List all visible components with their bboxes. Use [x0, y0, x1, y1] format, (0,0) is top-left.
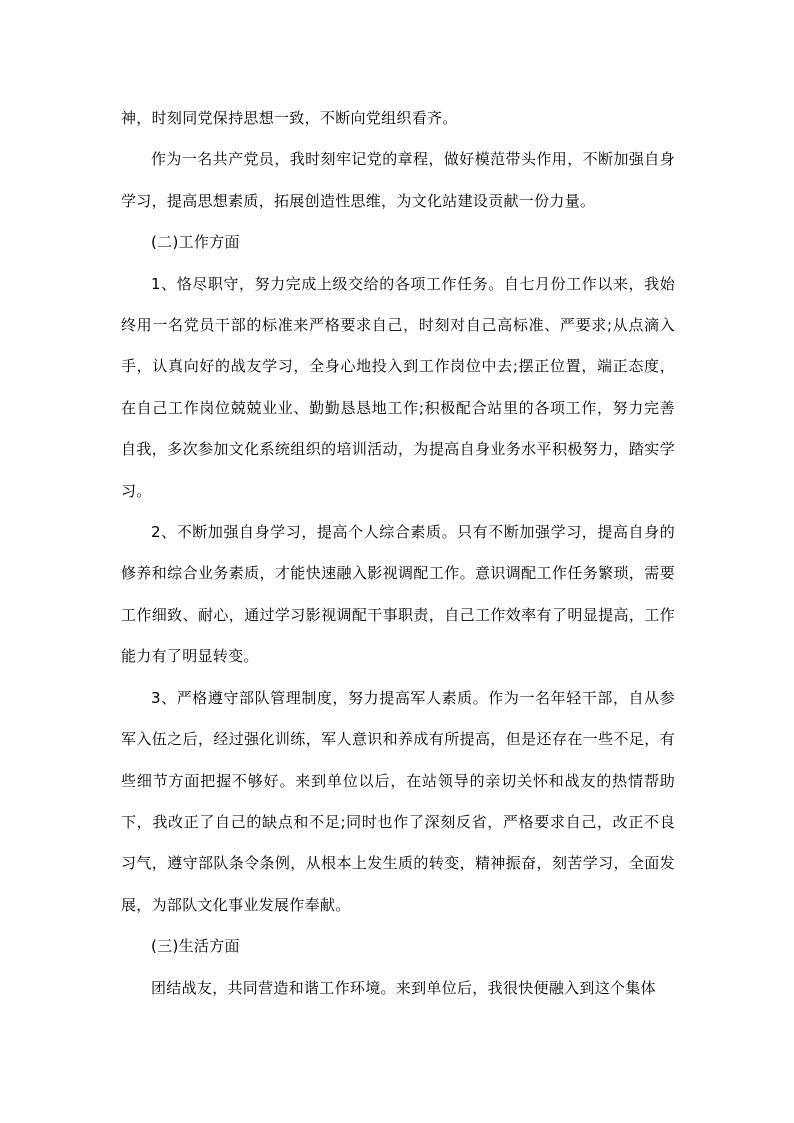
paragraph-work-item-2: 2、不断加强自身学习，提高个人综合素质。只有不断加强学习，提高自身的修养和综合业务素质，才能快速融入影视调配工作。意识调配工作任务繁琐，需要工作细致、耐心，通过学习影视调配干事职责，自己工作效率有了明显提高，工作能力有了明显转变。 [121, 523, 675, 666]
paragraph-work-item-3: 3、严格遵守部队管理制度，努力提高军人素质。作为一名年轻干部，自从参军入伍之后，经过强化训练，军人意识和养成有所提高，但是还存在一些不足，有些细节方面把握不够好。来到单位以后，在站领导的亲切关怀和战友的热情帮助下，我改正了自己的缺点和不足;同时也作了深刻反省，严格要求自己，改正不良习气，遵守部队条令条例，从根本上发生质的转变，精神振奋，刻苦学习，全面发展，为部队文化事业发展作奉献。 [121, 688, 675, 914]
paragraph-party-member: 作为一名共产党员，我时刻牢记党的章程，做好模范带头作用，不断加强自身学习，提高思想素质，拓展创造性思维，为文化站建设贡献一份力量。 [121, 150, 675, 210]
section-heading-life: (三)生活方面 [151, 937, 240, 956]
document-body [121, 98, 675, 1009]
paragraph-work-item-1: 1、恪尽职守，努力完成上级交给的各项工作任务。自七月份工作以来，我始终用一名党员干部的标准来严格要求自己，时刻对自己高标准、严要求;从点滴入手，认真向好的战友学习，全身心地投入到工作岗位中去;摆正位置，端正态度，在自己工作岗位兢兢业业、勤勤恳恳地工作;积极配合站里的各项工作，努力完善自我，多次参加文化系统组织的培训活动，为提高自身业务水平积极努力，踏实学习。 [121, 274, 675, 500]
paragraph-life-item: 团结战友，共同营造和谐工作环境。来到单位后，我很快便融入到这个集体 [151, 978, 656, 997]
paragraph-continuation: 神，时刻同党保持思想一致，不断向党组织看齐。 [121, 109, 458, 127]
section-heading-work: (二)工作方面 [151, 233, 240, 252]
